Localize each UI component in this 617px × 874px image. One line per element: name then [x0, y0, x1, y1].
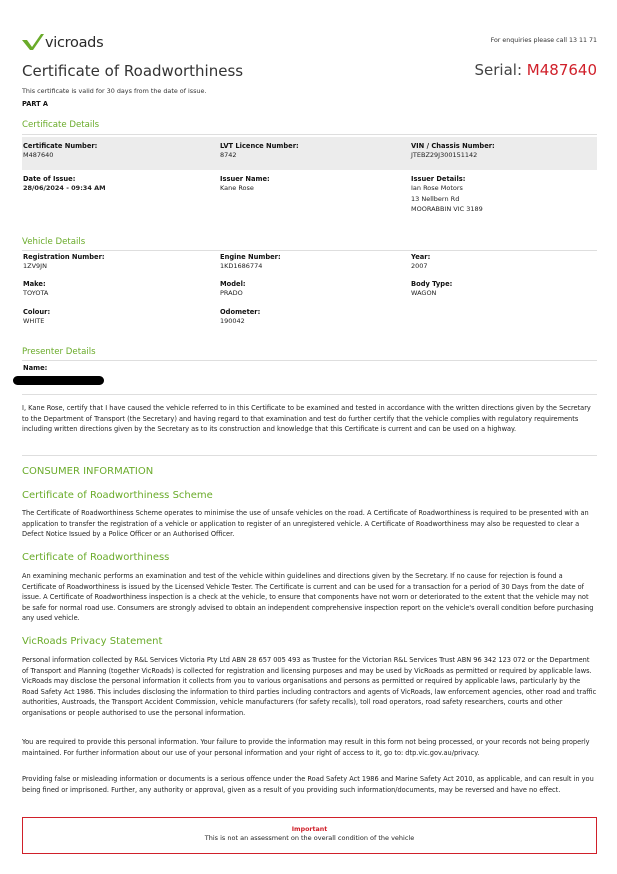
colour-field: Colour: WHITE [23, 308, 51, 325]
body-type-field: Body Type: WAGON [411, 280, 453, 297]
scheme-heading: Certificate of Roadworthiness Scheme [22, 490, 213, 501]
make-field: Make: TOYOTA [23, 280, 49, 297]
privacy-text-1: Personal information collected by R&L Services Victoria Pty Ltd ABN 28 657 005 493 as Trustee for the Victorian R&L Services Trust ABN 96 342 123 072 or the Department of Transport and Planning (together VicRoads) is collected for registration and licensing purposes and may be used by VicRoads as permitted or required by applicable laws. VicRoads may disclose the personal information it collects from you to various organisations and persons as permitted or required by applicable laws, particularly by the Road Safety Act 1986. This includes disclosing the information to third parties including contractors and agents of VicRoads, law enforcement agencies, other road and traffic authorities, Austroads, the Transport Accident Commission, vehicle manufacturers (for safety recalls), toll road operators, road safety researchers, courts and other organisations or people authorised to use the personal information. [22, 656, 597, 717]
privacy-text-2: You are required to provide this personal information. Your failure to provide the information may result in this form not being processed, or your records not being properly maintained. For further information about our use of your personal information and your right of access to it, go to: dtp.vic.gov.au/privacy. [22, 738, 590, 757]
vicroads-tick-icon [22, 34, 44, 50]
divider [22, 360, 597, 361]
enquiry-text: For enquiries please call 13 11 71 [490, 37, 597, 44]
important-notice-box [22, 817, 597, 854]
odometer-field: Odometer: 190042 [220, 308, 261, 325]
year-field: Year: 2007 [411, 253, 431, 270]
presenter-name-label: Name: [23, 364, 48, 372]
vicroads-logo [22, 34, 103, 50]
divider [22, 250, 597, 251]
certificate-details-heading: Certificate Details [22, 120, 100, 130]
certificate-text: An examining mechanic performs an examination and test of the vehicle within guidelines and directions given by the Secretary. If no cause for rejection is found a Certificate of Roadworthiness is issued by the Licensed Vehicle Tester. The Certificate is current and can be used for a transaction for a period of 30 Days from the date of issue. A Certificate of Roadworthiness inspection is a check at the vehicle, to ensure that components have not worn or deteriorated to the extent that the vehicle may not be safe for normal road use. Consumers are strongly advised to obtain an independent comprehensive inspection report on the vehicle's overall condition before purchasing any used vehicle. [22, 572, 594, 623]
lvt-licence-field: LVT Licence Number: 8742 [220, 142, 299, 159]
issuer-details-field: Issuer Details: Ian Rose Motors 13 Nellbern Rd MOORABBIN VIC 3189 [411, 175, 483, 213]
serial-number: M487640 [526, 61, 597, 79]
serial-label: Serial: [474, 61, 523, 79]
logo-text: vicroads [45, 34, 104, 51]
consumer-information-heading: CONSUMER INFORMATION [22, 466, 154, 477]
divider [22, 134, 597, 135]
certificate-heading: Certificate of Roadworthiness [22, 552, 170, 563]
privacy-text-3: Providing false or misleading information or documents is a serious offence under the Road Safety Act 1986 and Marine Safety Act 2010, as applicable, and can result in you being fined or imprisoned. Further, any authority or approval, given as a result of you providing such information/documents, may be reversed and have no effect. [22, 775, 594, 794]
scheme-text: The Certificate of Roadworthiness Scheme operates to minimise the use of unsafe vehicles on the road. A Certificate of Roadworthiness is required to be presented with an application to transfer the registration of a vehicle or application to register of an unregistered vehicle. A Certificate of Roadworthiness may also be requested to clear a Defect Notice Issued by a Police Officer or an Authorised Officer. [22, 509, 589, 539]
privacy-heading: VicRoads Privacy Statement [22, 636, 163, 647]
issuer-name-field: Issuer Name: Kane Rose [220, 175, 270, 192]
model-field: Model: PRADO [220, 280, 246, 297]
page-title: Certificate of Roadworthiness [22, 62, 244, 80]
presenter-details-heading: Presenter Details [22, 347, 96, 357]
redacted-name [13, 376, 104, 385]
vehicle-details-heading: Vehicle Details [22, 237, 86, 247]
important-text: This is not an assessment on the overall condition of the vehicle [204, 834, 415, 842]
certificate-number-field: Certificate Number: M487640 [23, 142, 98, 159]
serial [475, 61, 597, 79]
divider [22, 394, 597, 395]
part-label: PART A [22, 100, 49, 108]
vin-field: VIN / Chassis Number: JTEBZ29J300151142 [411, 142, 495, 159]
certificate-row-shade [22, 137, 597, 170]
divider [22, 455, 597, 456]
engine-number-field: Engine Number: 1KD1686774 [220, 253, 281, 270]
validity-note: This certificate is valid for 30 days from the date of issue. [22, 87, 207, 95]
declaration-text: I, Kane Rose, certify that I have caused the vehicle referred to in this Certificate to be examined and tested in accordance with the written directions given by the Secretary to the Department of Transport (the Secretary) and having regard to that examination and test do further certify that the vehicle complies with regulatory requirements including written directions given by the Secretary as to its construction and knowledge that this Certificate is current and can be used on a highway. [22, 404, 591, 434]
date-of-issue-field: Date of Issue: 28/06/2024 - 09:34 AM [23, 175, 106, 192]
important-title: Important [291, 826, 328, 833]
registration-number-field: Registration Number: 1ZV9JN [23, 253, 105, 270]
